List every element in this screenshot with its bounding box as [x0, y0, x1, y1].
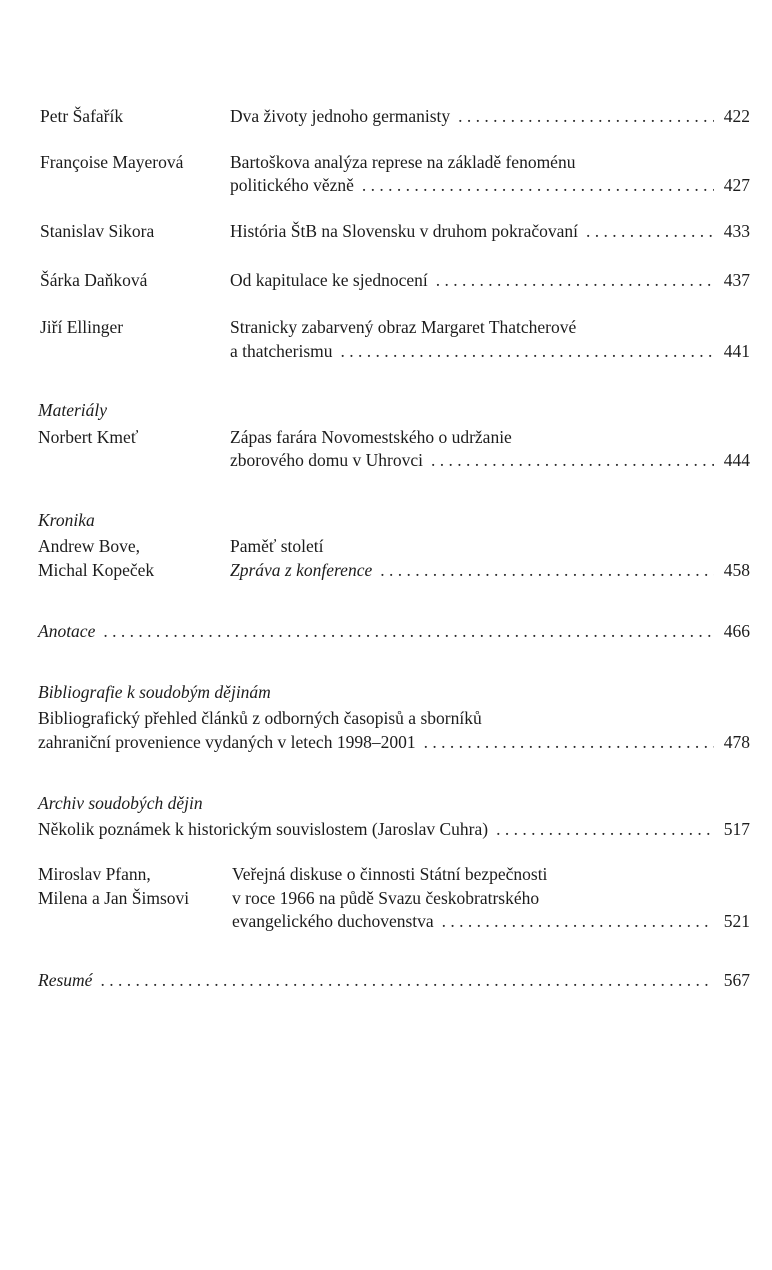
entry-title: Několik poznámek k historickým souvislostem (Jaroslav Cuhra) [38, 819, 489, 839]
entry-author: Šárka Daňková [40, 270, 148, 290]
entry-title: politického vězně [230, 175, 354, 195]
entry-title-line [38, 730, 714, 754]
entry-author: Miroslav Pfann, [38, 864, 151, 884]
toc-entry [0, 268, 772, 292]
entry-title-line [38, 817, 714, 841]
toc-entry [0, 534, 772, 558]
entry-page-number: 444 [723, 450, 750, 470]
entry-title: evangelického duchovenstva [232, 911, 434, 931]
entry-page-number: 437 [723, 270, 750, 290]
toc-entry-continuation [0, 886, 772, 910]
dot-leader [586, 219, 714, 243]
entry-title-line [38, 968, 714, 992]
section-heading: Bibliografie k soudobým dějinám [38, 682, 271, 702]
entry-page-number: 458 [723, 560, 750, 580]
toc-entry-continuation [0, 558, 772, 582]
entry-title: Zápas farára Novomestského o udržanie [230, 427, 512, 447]
entry-page-number: 433 [723, 221, 750, 241]
entry-author: Petr Šafařík [40, 106, 124, 126]
entry-author: Michal Kopeček [38, 560, 155, 580]
toc-entry [0, 150, 772, 174]
dot-leader [442, 909, 714, 933]
dot-leader [436, 268, 714, 292]
section-heading-line [0, 680, 772, 704]
toc-entry [0, 619, 772, 643]
entry-title-line [230, 173, 714, 197]
entry-page-number: 567 [723, 970, 750, 990]
entry-page-number: 517 [723, 819, 750, 839]
entry-page-number: 521 [723, 911, 750, 931]
toc-entry [0, 862, 772, 886]
section-heading: Resumé [38, 970, 93, 990]
toc-entry [0, 706, 772, 730]
section-heading-line [0, 508, 772, 532]
dot-leader [424, 730, 714, 754]
entry-title: Bibliografický přehled článků z odborných časopisů a sborníků [38, 708, 482, 728]
entry-title: Bartoškova analýza represe na základě fenoménu [230, 152, 576, 172]
section-heading: Kronika [38, 510, 95, 530]
entry-author: Jiří Ellinger [40, 317, 124, 337]
dot-leader [496, 817, 714, 841]
dot-leader [100, 968, 714, 992]
toc-entry [0, 315, 772, 339]
entry-title-line [230, 104, 714, 128]
entry-page-number: 427 [723, 175, 750, 195]
entry-page-number: 422 [723, 106, 750, 126]
entry-page-number: 478 [723, 732, 750, 752]
dot-leader [341, 339, 714, 363]
entry-author: Stanislav Sikora [40, 221, 155, 241]
dot-leader [458, 104, 714, 128]
toc-entry-continuation [0, 730, 772, 754]
toc-entry [0, 968, 772, 992]
entry-title: v roce 1966 na půdě Svazu českobratrského [232, 888, 540, 908]
entry-title-line [230, 558, 714, 582]
toc-entry [0, 219, 772, 243]
toc-entry-continuation [0, 909, 772, 933]
dot-leader [380, 558, 714, 582]
toc-entry-continuation [0, 339, 772, 363]
toc-entry [0, 425, 772, 449]
dot-leader [362, 173, 714, 197]
entry-title: Dva životy jednoho germanisty [230, 106, 451, 126]
dot-leader [431, 448, 714, 472]
entry-page-number: 466 [723, 621, 750, 641]
dot-leader [103, 619, 714, 643]
entry-title: a thatcherismu [230, 341, 333, 361]
entry-author: Milena a Jan Šimsovi [38, 888, 190, 908]
entry-title: História ŠtB na Slovensku v druhom pokračovaní [230, 221, 579, 241]
toc-entry [0, 104, 772, 128]
entry-subtitle: Zpráva z konference [230, 560, 373, 580]
section-heading: Anotace [38, 621, 96, 641]
entry-title-line [230, 448, 714, 472]
section-heading-line [0, 791, 772, 815]
entry-title-line [230, 268, 714, 292]
section-heading-line [0, 398, 772, 422]
entry-title: Veřejná diskuse o činnosti Státní bezpečnosti [232, 864, 548, 884]
entry-author: Françoise Mayerová [40, 152, 184, 172]
toc-entry-continuation [0, 448, 772, 472]
entry-title: Od kapitulace ke sjednocení [230, 270, 428, 290]
entry-title: Paměť století [230, 536, 324, 556]
entry-author: Norbert Kmeť [38, 427, 139, 447]
toc-entry-continuation [0, 173, 772, 197]
section-heading: Archiv soudobých dějin [38, 793, 203, 813]
section-heading: Materiály [38, 400, 108, 420]
entry-title: zahraniční provenience vydaných v letech 1998–2001 [38, 732, 416, 752]
entry-title-line [230, 219, 714, 243]
toc-entry [0, 817, 772, 841]
entry-title: zborového domu v Uhrovci [230, 450, 423, 470]
entry-title-line [232, 909, 714, 933]
entry-title-line [230, 339, 714, 363]
entry-title-line [38, 619, 714, 643]
entry-author: Andrew Bove, [38, 536, 141, 556]
entry-title: Stranicky zabarvený obraz Margaret Thatcherové [230, 317, 577, 337]
entry-page-number: 441 [723, 341, 750, 361]
